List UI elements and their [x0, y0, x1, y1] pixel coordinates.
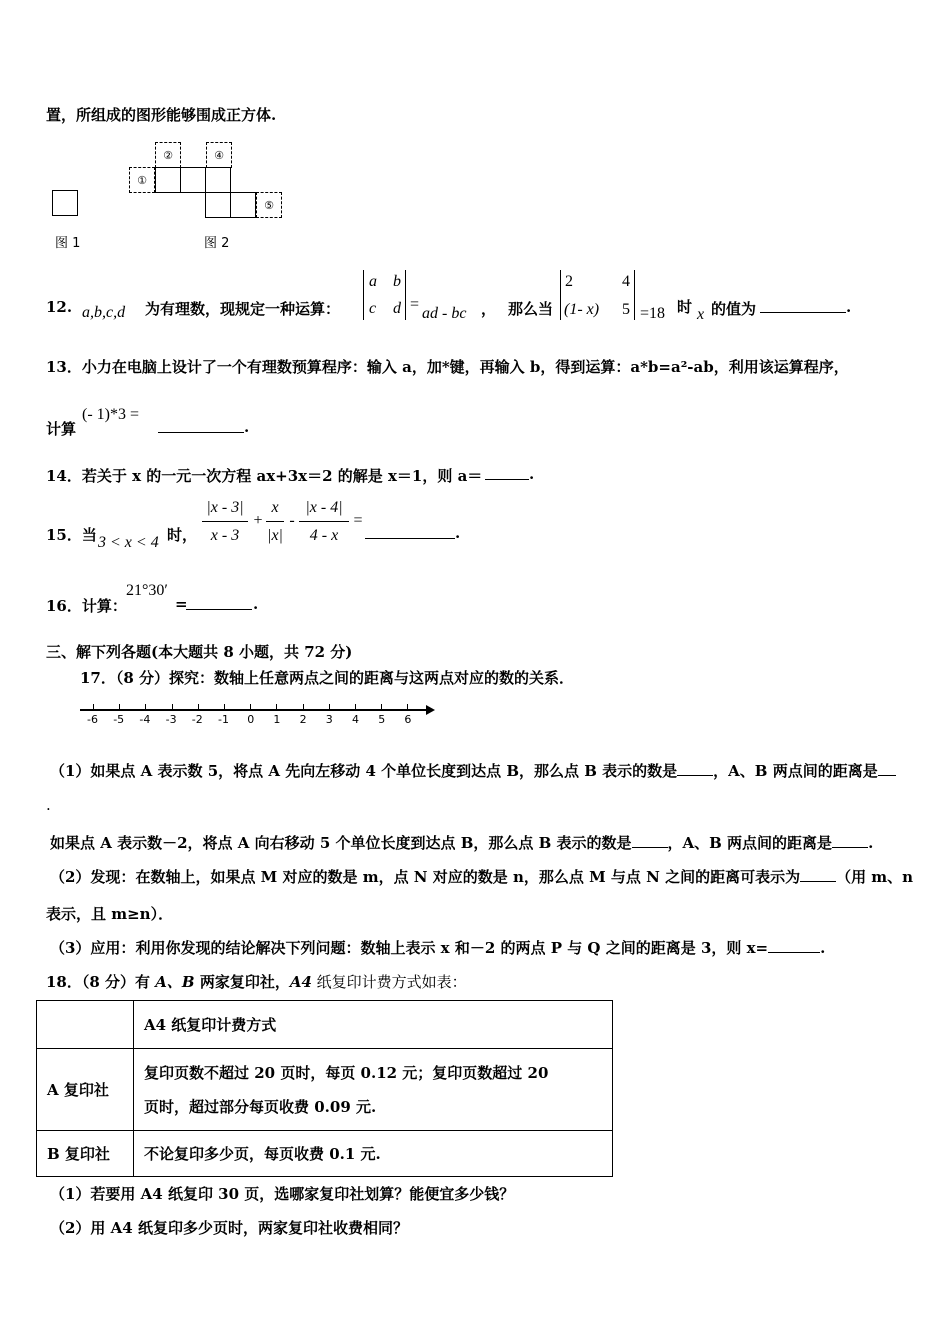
det1-b: b	[393, 273, 401, 290]
q12-text4: 的值为	[711, 300, 757, 318]
number-line-axis	[80, 709, 428, 711]
q15-f3-bar	[299, 521, 349, 522]
q17-p2: （2）发现：在数轴上，如果点 M 对应的数是 m，点 N 对应的数是 n，那么点 M 与点 N 之间的距离可表示为 （用 m、n	[50, 868, 914, 886]
number-line-tick	[172, 704, 173, 710]
solid-square	[155, 167, 181, 193]
q15-eq: =	[353, 512, 363, 529]
number-line-tick-label: -1	[218, 713, 229, 726]
q12-eq2: =18	[640, 305, 666, 322]
q13-answer-blank	[158, 418, 244, 437]
fig2-caption: 图 2	[204, 236, 230, 251]
fig1-caption: 图 1	[55, 236, 81, 251]
table-row	[37, 1131, 613, 1177]
number-line-tick-label: 5	[378, 713, 386, 726]
q16-end: .	[253, 595, 259, 613]
fig1-square	[52, 190, 78, 216]
q15-f3-num: |x - 4|	[305, 499, 343, 516]
det1-a: a	[369, 273, 377, 290]
number-line-tick-label: 1	[273, 713, 281, 726]
number-line-tick-label: -4	[139, 713, 151, 726]
q12-text3: 时	[677, 298, 693, 316]
number-line-arrow-icon	[426, 705, 435, 715]
q17-title: 17．（8 分）探究：数轴上任意两点之间的距离与这两点对应的数的关系．	[80, 669, 575, 687]
solid-square	[230, 192, 256, 218]
q13-line1: 13．小力在电脑上设计了一个有理数预算程序：输入 a，加*键，再输入 b，得到运算：a*b=a²-ab，利用该运算程序，	[46, 358, 849, 376]
solid-square	[205, 167, 231, 193]
number-line-tick	[407, 704, 408, 710]
number-line-tick	[119, 704, 120, 710]
number-line-tick	[381, 704, 382, 710]
q16-answer-blank	[186, 595, 252, 614]
number-line-tick-label: -2	[191, 713, 203, 726]
q14-end: .	[529, 465, 535, 483]
det2-11: 2	[565, 273, 573, 290]
det1-left-bar	[363, 270, 364, 320]
number-line-tick	[198, 704, 199, 710]
number-line-tick	[145, 704, 146, 710]
q16-text: 16．计算：	[46, 597, 127, 615]
q15-plus: +	[253, 512, 263, 529]
number-line-tick	[276, 704, 277, 710]
q15-f1-bar	[202, 521, 248, 522]
dashed-square-5: ⑤	[256, 192, 282, 218]
det2-left-bar	[560, 270, 561, 320]
number-line-tick	[93, 704, 94, 710]
q15-num: 15．当	[46, 526, 97, 544]
q14-text: 14．若关于 x 的一元一次方程 ax+3x＝2 的解是 x＝1，则 a＝	[46, 467, 483, 485]
dashed-square-4: ④	[206, 142, 232, 168]
table-corner-cell	[37, 1001, 134, 1049]
number-line-tick	[355, 704, 356, 710]
q18-sub1: （1）若要用 A4 纸复印 30 页，选哪家复印社划算？能便宜多少钱？	[50, 1185, 515, 1203]
q17-p2-cont: 表示，且 m≥n）．	[46, 905, 174, 923]
q17-p1-second: 如果点 A 表示数－2，将点 A 向右移动 5 个单位长度到达点 B，那么点 B 表示的数是 ，A、B 两点间的距离是 .	[50, 834, 874, 852]
number-line-tick-label: -5	[113, 713, 125, 726]
table-row-name: B 复印社	[37, 1131, 134, 1177]
det2-12: 4	[622, 273, 630, 290]
dashed-square-1: ①	[129, 167, 155, 193]
q15-minus: -	[289, 512, 295, 529]
det2-21: (1- x)	[564, 301, 600, 318]
det2-22: 5	[622, 301, 630, 318]
q13-calc: 计算	[46, 420, 77, 438]
q17-p1-end: .	[46, 796, 51, 814]
det1-c: c	[369, 300, 377, 317]
q15-cond: 3 < x < 4	[98, 534, 159, 551]
q14-answer-blank	[485, 465, 529, 484]
q12-rhs: ad - bc	[422, 305, 467, 322]
table-row-desc: 不论复印多少页，每页收费 0.1 元.	[134, 1131, 613, 1177]
q15-end: .	[455, 524, 461, 542]
q12-answer-blank	[760, 298, 846, 317]
q18-title: 18．（8 分）有 A、B 两家复印社，A4 纸复印计费方式如表：	[46, 973, 467, 991]
number-line-tick-label: -3	[165, 713, 177, 726]
q16-eq: =	[175, 595, 188, 613]
table-row	[37, 1049, 613, 1131]
q17-p3: （3）应用：利用你发现的结论解决下列问题：数轴上表示 x 和－2 的两点 P 与 Q 之间的距离是 3，则 x= .	[50, 939, 826, 957]
dashed-square-2: ②	[155, 142, 181, 168]
number-line-tick	[250, 704, 251, 710]
q15-f2-bar	[266, 521, 284, 522]
q12-vars: a,b,c,d	[82, 304, 126, 321]
q12-comma: ，	[481, 300, 497, 318]
table-row-name: A 复印社	[37, 1049, 134, 1131]
number-line-tick	[329, 704, 330, 710]
number-line-tick-label: -6	[87, 713, 98, 726]
pricing-table	[36, 1000, 613, 1177]
solid-square	[180, 167, 206, 193]
number-line-tick-label: 4	[352, 713, 359, 726]
det1-d: d	[393, 300, 401, 317]
table-row-desc: 复印页数不超过 20 页时，每页 0.12 元；复印页数超过 20 页时，超过部分每页收费 0.09 元.	[134, 1049, 613, 1131]
q18-sub2: （2）用 A4 纸复印多少页时，两家复印社收费相同？	[50, 1219, 408, 1237]
number-line-tick-label: 6	[404, 713, 412, 726]
det2-right-bar	[634, 270, 635, 320]
q13-end: .	[244, 418, 250, 436]
intro-line: 置，所组成的图形能够围成正方体.	[46, 106, 277, 124]
number-line-tick-label: 3	[325, 713, 333, 726]
number-line-tick-label: 0	[247, 713, 255, 726]
q15-f3-den: 4 - x	[309, 527, 339, 544]
solid-square	[205, 192, 231, 218]
q12-text1: 为有理数，现规定一种运算：	[145, 300, 341, 318]
section-3-heading: 三、解下列各题(本大题共 8 小题，共 72 分)	[46, 643, 353, 661]
q17-p1: （1）如果点 A 表示数 5，将点 A 先向左移动 4 个单位长度到达点 B，那么点 B 表示的数是 ，A、B 两点间的距离是	[50, 760, 896, 781]
q12-end: .	[846, 298, 852, 316]
q12-eq1: =	[410, 296, 420, 313]
q16-angle: 21°30′	[126, 582, 168, 599]
q15-f1-den: x - 3	[210, 527, 240, 544]
number-line-tick-label: 2	[299, 713, 307, 726]
q12-num: 12.	[46, 298, 73, 316]
q12-text2: 那么当	[508, 300, 554, 318]
number-line-tick	[224, 704, 225, 710]
q15-f2-den: |x|	[267, 527, 283, 544]
q12-x: x	[697, 306, 705, 323]
q13-expr: (- 1)*3 =	[82, 406, 140, 423]
q15-answer-blank	[365, 524, 455, 543]
q15-f2-num: x	[271, 499, 279, 516]
table-header: A4 纸复印计费方式	[134, 1001, 613, 1049]
det1-right-bar	[405, 270, 406, 320]
number-line-tick	[303, 704, 304, 710]
q15-f1-num: |x - 3|	[206, 499, 244, 516]
q15-shi: 时，	[167, 526, 198, 544]
